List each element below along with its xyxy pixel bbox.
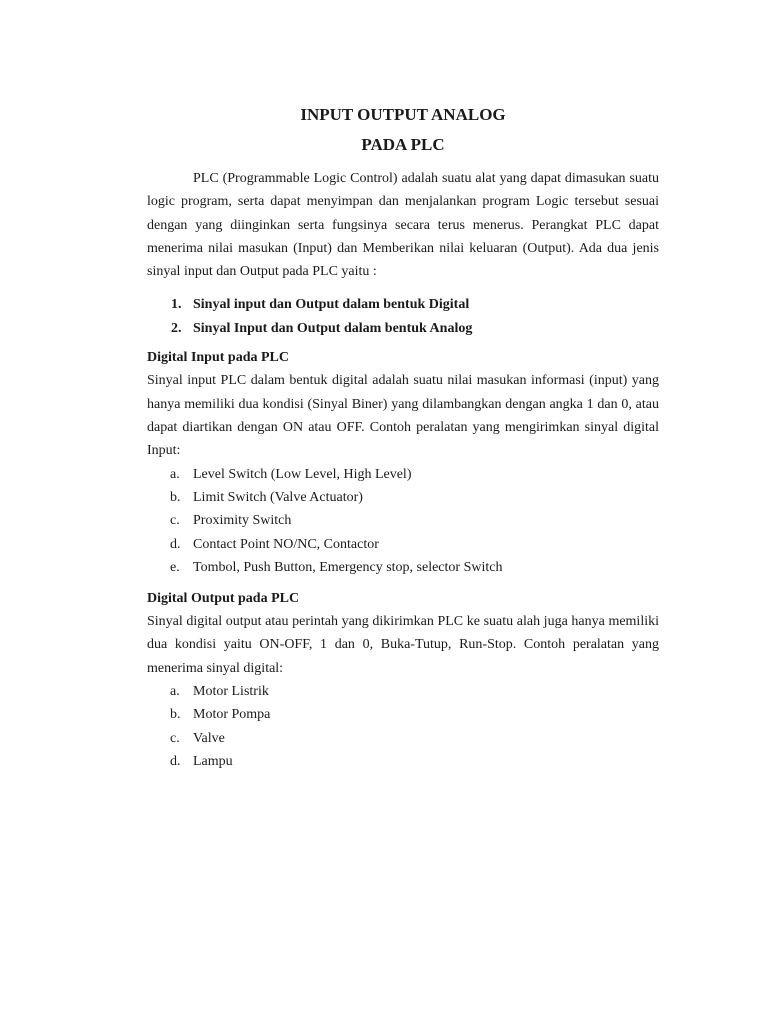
digital-output-heading: Digital Output pada PLC	[147, 591, 300, 607]
digital-input-examples	[147, 463, 659, 579]
list-letter: b.	[170, 707, 181, 723]
list-text: Level Switch (Low Level, High Level)	[193, 466, 412, 482]
list-text: Contact Point NO/NC, Contactor	[193, 536, 379, 552]
list-text: Proximity Switch	[193, 513, 292, 529]
list-number: 2.	[171, 320, 182, 336]
list-text: Motor Listrik	[193, 684, 269, 700]
list-item	[147, 293, 659, 317]
list-letter: d.	[170, 753, 181, 769]
list-text: Sinyal Input dan Output dalam bentuk Analog	[193, 320, 473, 336]
list-text: Motor Pompa	[193, 707, 271, 723]
list-letter: b.	[170, 489, 181, 505]
list-text: Sinyal input dan Output dalam bentuk Digital	[193, 297, 470, 313]
document-title-line-1: INPUT OUTPUT ANALOG	[300, 105, 506, 124]
list-item	[147, 556, 659, 579]
list-item	[147, 317, 659, 341]
list-letter: a.	[170, 684, 180, 700]
list-item	[147, 463, 659, 486]
list-text: Limit Switch (Valve Actuator)	[193, 489, 363, 505]
list-number: 1.	[171, 297, 182, 313]
list-item	[147, 680, 659, 703]
list-letter: e.	[170, 559, 180, 575]
list-item	[147, 509, 659, 532]
document-title-line-2: PADA PLC	[361, 135, 445, 154]
list-letter: c.	[170, 513, 180, 529]
list-letter: a.	[170, 466, 180, 482]
list-item	[147, 533, 659, 556]
signal-types-list	[147, 293, 659, 340]
digital-input-paragraph: Sinyal input PLC dalam bentuk digital adalah suatu nilai masukan informasi (input) yang hanya memiliki dua kondisi (Sinyal Biner) yang dilambangkan dengan angka 1 dan 0, atau dapat diartikan dengan ON atau OFF. Contoh peralatan yang mengirimkan sinyal digital Input:	[147, 373, 659, 459]
digital-input-heading: Digital Input pada PLC	[147, 350, 289, 366]
digital-output-examples	[147, 680, 659, 773]
list-item	[147, 703, 659, 726]
document-page	[147, 100, 659, 773]
list-text: Valve	[193, 730, 225, 746]
list-item	[147, 750, 659, 773]
list-item	[147, 727, 659, 750]
list-letter: d.	[170, 536, 181, 552]
list-letter: c.	[170, 730, 180, 746]
digital-output-paragraph: Sinyal digital output atau perintah yang dikirimkan PLC ke suatu alah juga hanya memiliki dua kondisi yaitu ON-OFF, 1 dan 0, Buka-Tutup, Run-Stop. Contoh peralatan yang menerima sinyal digital:	[147, 614, 659, 676]
list-item	[147, 486, 659, 509]
intro-paragraph: PLC (Programmable Logic Control) adalah suatu alat yang dapat dimasukan suatu logic program, serta dapat menyimpan dan menjalankan program Logic tersebut sesuai dengan yang diinginkan serta fungsinya secara terus menerus. Perangkat PLC dapat menerima nilai masukan (Input) dan Memberikan nilai keluaran (Output). Ada dua jenis sinyal input dan Output pada PLC yaitu :	[147, 171, 659, 280]
list-text: Tombol, Push Button, Emergency stop, selector Switch	[193, 559, 503, 575]
list-text: Lampu	[193, 753, 233, 769]
